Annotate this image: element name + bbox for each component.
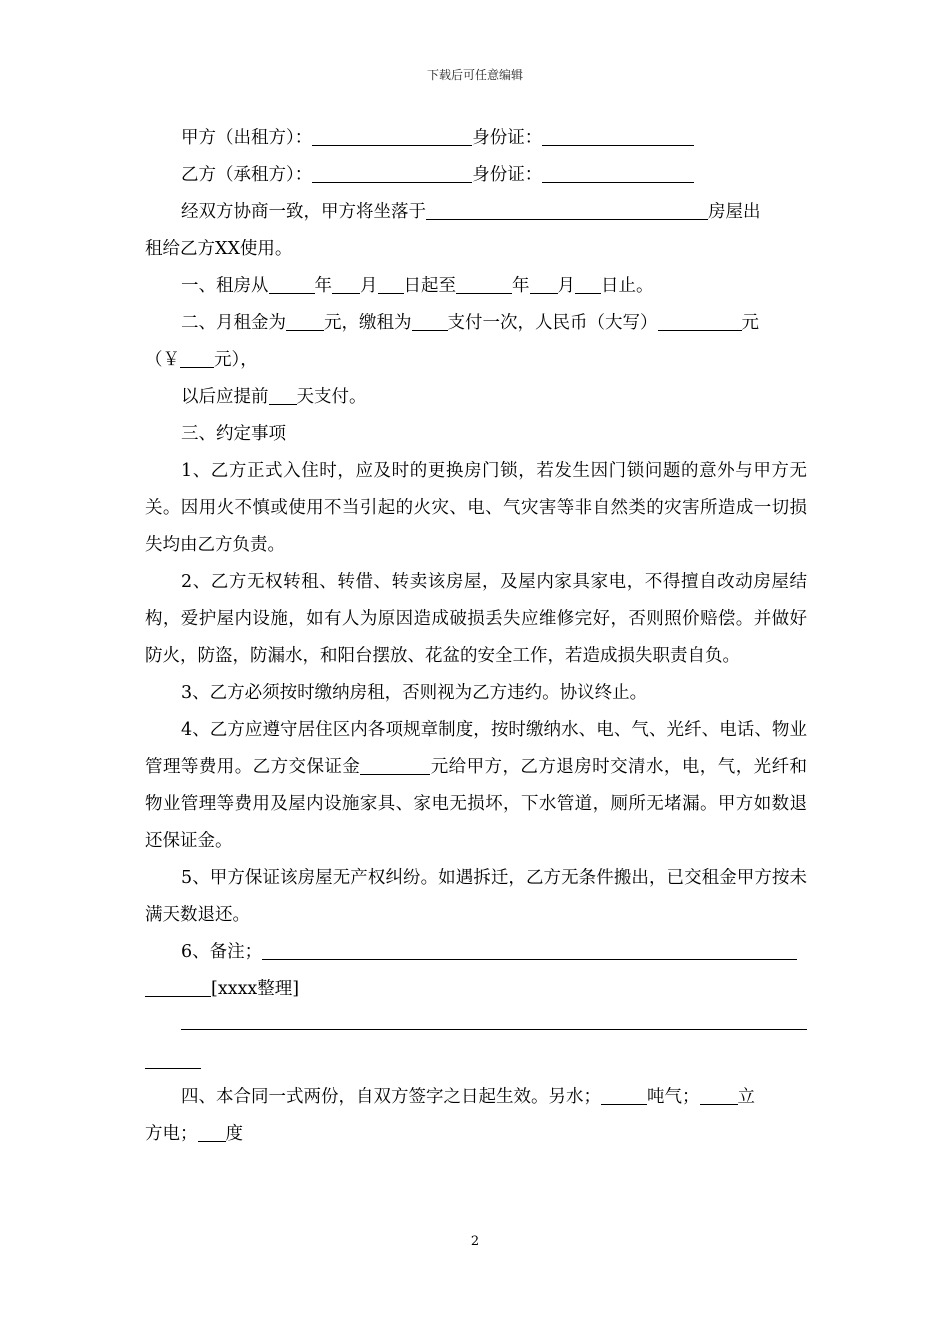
clause-2-text-b: 元，缴租为	[324, 313, 412, 333]
start-month-blank[interactable]	[332, 276, 360, 295]
item-4-text-a: 4、乙方应遵守居住区内各项规章制度，按时缴纳水、电、气、光纤、电话、物业管理等费用。乙方交保证金	[145, 720, 807, 777]
advance-text: 以后应提前	[181, 387, 269, 407]
end-month-blank[interactable]	[530, 276, 558, 295]
start-year-blank[interactable]	[269, 276, 315, 295]
yen-amount-blank[interactable]	[180, 350, 214, 369]
year-label: 年	[314, 276, 332, 296]
clause-4-text: 四、本合同一式两份，自双方签字之日起生效。另水；	[181, 1087, 601, 1107]
clause-4	[145, 1079, 807, 1116]
item-1: 1、乙方正式入住时，应及时的更换房门锁，若发生因门锁问题的意外与甲方无关。因用火不慎或使用不当引起的火灾、电、气灾害等非自然类的灾害所造成一切损失均由乙方负责。	[145, 461, 807, 555]
intro-line	[145, 194, 807, 231]
party-b-name-blank[interactable]	[312, 165, 472, 184]
party-b-label: 乙方（承租方）：	[181, 165, 313, 185]
party-a-name-blank[interactable]	[312, 128, 472, 147]
clause-2-text-c: 支付一次，人民币（大写）	[447, 313, 658, 333]
clause-4-line-2	[145, 1116, 807, 1153]
clause-2b	[145, 379, 807, 416]
payment-period-blank[interactable]	[412, 313, 448, 332]
page-header: 下载后可任意编辑	[426, 68, 523, 82]
party-b-id-label: 身份证：	[472, 165, 543, 185]
degree-label: 度	[225, 1124, 243, 1144]
year-label-2: 年	[512, 276, 530, 296]
item-4	[145, 712, 807, 860]
party-a-label: 甲方（出租方）：	[181, 128, 313, 148]
item-5: 5、甲方保证该房屋无产权纠纷。如遇拆迁，乙方无条件搬出，已交租金甲方按未满天数退还。	[145, 868, 807, 925]
cubic-label: 立	[737, 1087, 755, 1107]
yen-close: 元），	[214, 350, 258, 370]
clause-2-line-2	[145, 342, 807, 379]
item-6-line-2	[145, 971, 807, 1008]
clause-1	[145, 268, 807, 305]
rmb-capital-blank[interactable]	[658, 313, 742, 332]
intro-text-2: 房屋出	[708, 202, 761, 222]
clause-2-text: 二、月租金为	[181, 313, 286, 333]
contract-body	[145, 120, 807, 1153]
item-3: 3、乙方必须按时缴纳房租，否则视为乙方违约。协议终止。	[181, 683, 648, 703]
party-a-id-blank[interactable]	[542, 128, 694, 147]
page-number: 2	[470, 1234, 480, 1249]
end-label: 日止。	[601, 276, 654, 296]
electric-blank[interactable]	[198, 1124, 226, 1143]
gas-label: 吨气；	[647, 1087, 700, 1107]
remarks-note: [xxxx整理]	[211, 979, 300, 999]
water-blank[interactable]	[601, 1087, 647, 1106]
advance-days-blank[interactable]	[269, 387, 297, 406]
remarks-blank[interactable]	[262, 942, 797, 961]
remarks-blank-2[interactable]	[145, 979, 211, 998]
end-year-blank[interactable]	[456, 276, 512, 295]
end-day-blank[interactable]	[575, 276, 601, 295]
item-4-text-b: 元给甲方，乙方退房时交清水，电，气，光纤和物业管理等费用及屋内设施家具、家电无损坏，下水管道，厕所无堵漏。甲方如数退还保证金。	[145, 757, 808, 851]
party-a-id-label: 身份证：	[472, 128, 543, 148]
item-2: 2、乙方无权转租、转借、转卖该房屋，及屋内家具家电，不得擅自改动房屋结构，爱护屋内设施，如有人为原因造成破损丢失应维修完好，否则照价赔偿。并做好防火，防盗，防漏水，和阳台摆放、花盆的安全工作，若造成损失职责自负。	[145, 572, 807, 666]
advance-text-b: 天支付。	[296, 387, 367, 407]
electric-label: 方电；	[145, 1124, 198, 1144]
yuan-label: 元	[741, 313, 759, 333]
intro-text-1: 经双方协商一致，甲方将坐落于	[181, 202, 426, 222]
party-a-line	[145, 120, 807, 157]
start-day-blank[interactable]	[378, 276, 404, 295]
item-6	[145, 934, 807, 971]
address-blank[interactable]	[426, 202, 708, 221]
party-b-line	[145, 157, 807, 194]
party-b-id-blank[interactable]	[542, 165, 694, 184]
gas-blank[interactable]	[700, 1087, 738, 1106]
rent-blank[interactable]	[286, 313, 324, 332]
day-label: 日起至	[403, 276, 456, 296]
clause-3-title: 三、约定事项	[181, 424, 286, 444]
remarks-label: 6、备注；	[181, 942, 263, 962]
month-label-2: 月	[557, 276, 575, 296]
clause-1-text: 一、租房从	[181, 276, 269, 296]
yen-open: （￥	[145, 350, 180, 370]
deposit-blank[interactable]	[360, 757, 430, 776]
clause-2	[145, 305, 807, 342]
intro-line-2: 租给乙方XX使用。	[145, 239, 293, 259]
month-label: 月	[360, 276, 378, 296]
